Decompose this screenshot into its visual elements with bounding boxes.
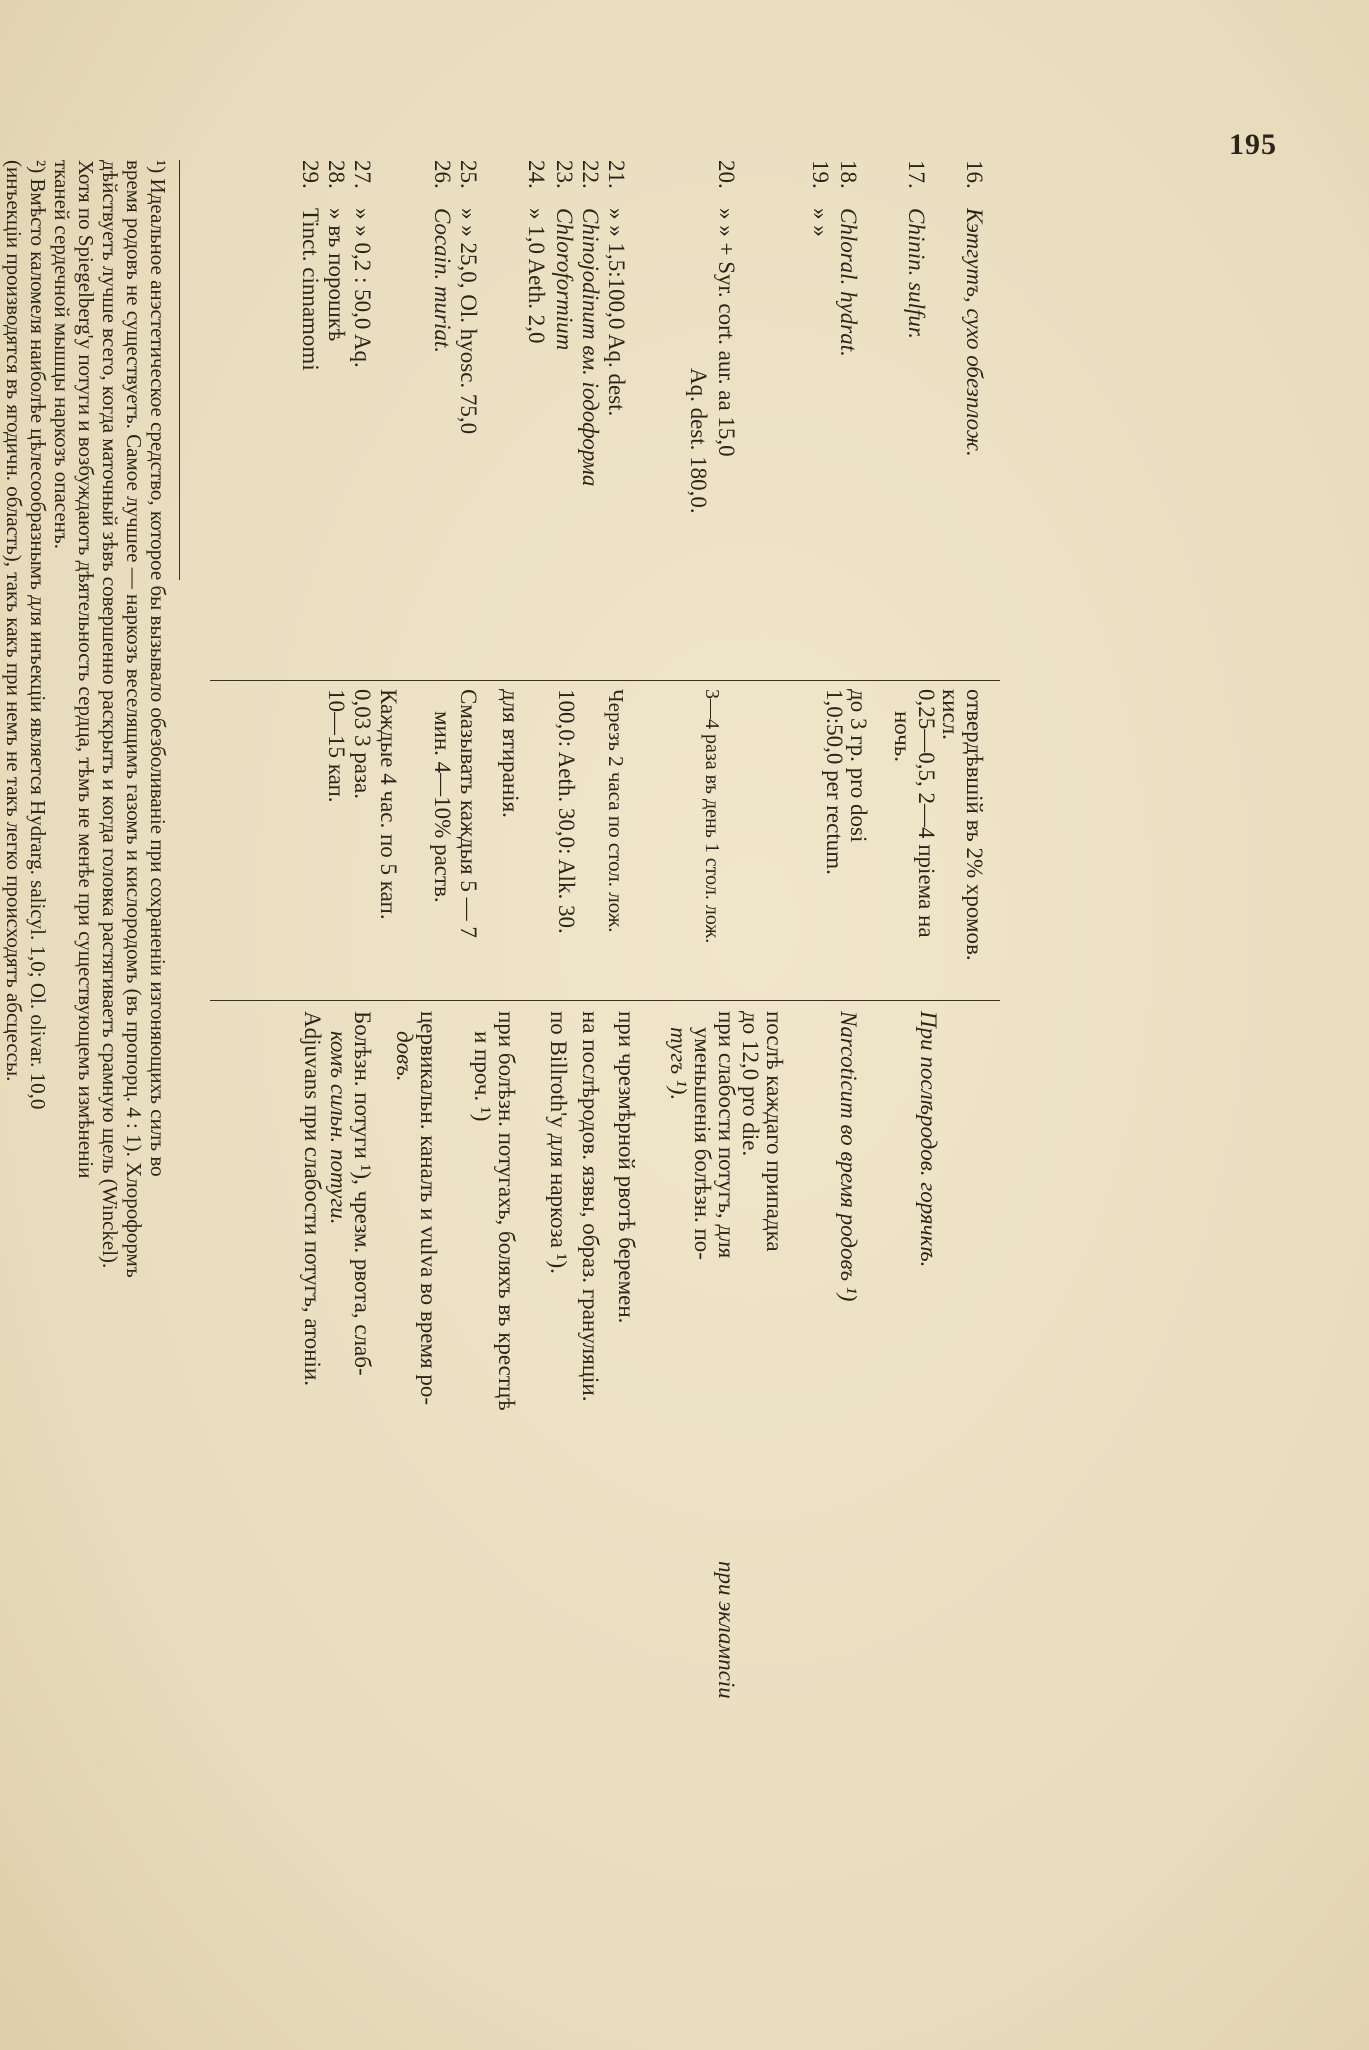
dose-line: отвердѣвшій въ 2% хромов. bbox=[962, 689, 987, 961]
dose-line: Черезъ 2 часа по стол. лож. bbox=[604, 689, 628, 933]
dose-line: Каждые 4 час. по 5 кап. bbox=[376, 689, 401, 920]
dose-line: 10—15 кап. bbox=[324, 689, 349, 803]
dose-line: 0,03 3 раза. bbox=[350, 689, 375, 800]
indication-line: довъ. bbox=[392, 1031, 417, 1082]
indication-line: на послѣродов. язвы, образ. грануляціи. bbox=[578, 1011, 603, 1402]
dose-line: кисл. bbox=[938, 689, 963, 740]
drug-row: 29.Tinct. cinnamomi bbox=[298, 160, 323, 371]
drug-row: 27.» » 0,2 : 50,0 Aq. bbox=[350, 160, 375, 368]
drug-row: 21.» » 1,5:100,0 Aq. dest. bbox=[604, 160, 629, 417]
dose-line: 100,0: Aeth. 30,0: Alk. 30. bbox=[554, 689, 579, 934]
indication-line: до 12,0 pro die. bbox=[738, 1011, 763, 1157]
drug-row: 18.Chloral. hydrat. bbox=[836, 160, 861, 357]
indication-line: комъ сильн. потуги. bbox=[326, 1031, 351, 1225]
indication-line: тугъ ¹). bbox=[666, 1027, 691, 1101]
footnote-text bbox=[2, 160, 170, 2000]
indication-line: Adjuvans при слабости потугъ, атоніи. bbox=[300, 1011, 325, 1386]
dose-line: 0,25—0,5, 2—4 пріема на bbox=[914, 689, 939, 938]
indication-column bbox=[210, 1000, 1000, 2001]
dose-line: 3—4 раза въ день 1 стол. лож. bbox=[701, 689, 723, 944]
footnote-line: дѣйствуетъ лучше всего, когда маточный зѣвъ совершенно раскрытъ и когда головка растягиваетъ срамную щель (Winckel). bbox=[98, 160, 122, 1269]
drug-row: Aq. dest. 180,0. bbox=[686, 368, 711, 514]
drug-row: 20.» » + Syr. cort. aur. aa 15,0 bbox=[714, 160, 739, 457]
dose-line: ночь. bbox=[890, 711, 915, 763]
dose-line: для втиранія. bbox=[498, 689, 523, 818]
footnote-line: (инъекціи производятся въ ягодичн. область), такъ какъ при немъ не такъ легко происходятъ абсцессы. bbox=[2, 160, 26, 1082]
indication-line: и проч. ¹) bbox=[470, 1031, 495, 1122]
indication-line: При послѣродов. горячкѣ. bbox=[916, 1011, 941, 1268]
indication-line: Narcoticum во время родовъ ¹) bbox=[836, 1011, 861, 1302]
drug-row: 28.» въ порошкѣ bbox=[324, 160, 349, 342]
drug-column bbox=[210, 160, 1000, 680]
indication-line: уменьшенія болѣзн. по- bbox=[690, 1027, 715, 1260]
drug-row: 19.» » bbox=[808, 160, 833, 237]
dose-line: 1,0:50,0 per rectum. bbox=[822, 689, 847, 875]
drug-row: 24.» 1,0 Aeth. 2,0 bbox=[524, 160, 549, 344]
drug-row: 16.Кэтгутъ, сухо обезплож. bbox=[962, 160, 987, 457]
footnote-line: время родовъ не существуетъ. Самое лучшее — наркозъ веселящимъ газомъ и кислородомъ (въ пропорц. 4 : 1). Хлороформъ bbox=[122, 160, 146, 1278]
rotated-table-block bbox=[0, 160, 1000, 2000]
prescription-table bbox=[210, 160, 1000, 2000]
footnote-rule bbox=[179, 160, 180, 580]
indication-line: Болѣзн. потуги ¹), чрезм. рвота, слаб- bbox=[350, 1011, 375, 1376]
indication-line: послѣ каждаго припадка bbox=[762, 1011, 787, 1252]
footnote-line: Хотя по Spiegelberg'у потуги и возбуждаютъ дѣятельность сердца, тѣмъ не менѣе при существующемъ измѣненіи bbox=[74, 160, 98, 1179]
indication-line: при болѣзн. потугахъ, боляхъ въ крестцѣ bbox=[494, 1011, 519, 1411]
dose-line: Смазывать каждыя 5 — 7 bbox=[456, 689, 481, 938]
indication-line: по Billroth'у для наркоза ¹). bbox=[546, 1011, 571, 1274]
dose-column bbox=[210, 680, 1000, 1001]
footnote-line: ²) Вмѣсто каломеля наиболѣе цѣлесообразнымъ для инъекціи является Hydrarg. salicyl. 1,0; Ol. olivar. 10,0 bbox=[26, 160, 50, 1110]
drug-row: 22.Chinojodinum вм. іодоформа bbox=[578, 160, 603, 487]
dose-line: до 3 гр. pro dosi bbox=[846, 689, 871, 843]
indication-line: цервикальн. каналъ и vulva во время ро- bbox=[416, 1011, 441, 1406]
dose-line: мин. 4—10% раств. bbox=[430, 711, 455, 903]
indication-line: при слабости потугъ, для bbox=[714, 1011, 739, 1259]
footnote-line: ¹) Идеальное анэстетическое средство, которое бы вызывало обезболиваніе при сохраненіи изгоняющихъ силъ во bbox=[146, 160, 170, 1177]
page-number: 195 bbox=[1229, 128, 1277, 161]
drug-row: 26.Cocain. muriat. bbox=[430, 160, 455, 354]
indication-line: при чрезмѣрной рвотѣ беремен. bbox=[614, 1011, 639, 1324]
drug-row: 25.» » 25,0, Ol. hyosc. 75,0 bbox=[456, 160, 481, 435]
footnote-line: тканей сердечной мышцы наркозъ опасенъ. bbox=[50, 160, 74, 550]
drug-row: 23.Chloroformium bbox=[552, 160, 577, 351]
indication-line: при эклампсіи bbox=[714, 1561, 739, 1699]
drug-row: 17.Chinin. sulfur. bbox=[904, 160, 929, 340]
